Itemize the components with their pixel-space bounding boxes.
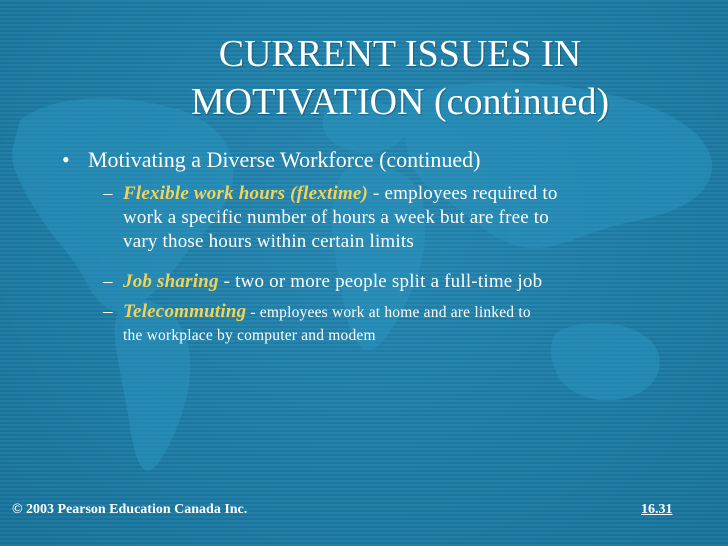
desc-flextime-line-2: work a specific number of hours a week but are free to (123, 207, 549, 228)
dash-marker: – (103, 183, 113, 204)
desc-flextime-line-1: - employees required to (368, 183, 558, 204)
sub-item-telecommuting (103, 300, 531, 347)
sub-item-job-sharing (103, 270, 542, 294)
main-bullet-text: Motivating a Diverse Workforce (continued) (88, 147, 481, 172)
term-job-sharing: Job sharing (123, 271, 219, 292)
slide-title-line-2: MOTIVATION (continued) (190, 81, 610, 123)
dash-marker: – (103, 301, 113, 322)
main-bullet (62, 146, 480, 174)
sub-item-flextime (103, 182, 558, 254)
term-flextime: Flexible work hours (flextime) (123, 183, 369, 204)
dash-marker: – (103, 271, 113, 292)
term-telecommuting: Telecommuting (123, 301, 247, 322)
slide-title (40, 30, 728, 126)
bullet-marker: • (62, 147, 70, 172)
slide-title-line-1: CURRENT ISSUES IN (218, 33, 582, 75)
desc-telecommuting-line-1: - employees work at home and are linked to (246, 304, 531, 321)
slide-number: 16.31 (641, 502, 673, 517)
copyright-footer: © 2003 Pearson Education Canada Inc. (12, 502, 248, 517)
desc-flextime-line-3: vary those hours within certain limits (123, 231, 414, 252)
desc-telecommuting-line-2: the workplace by computer and modem (123, 327, 376, 344)
desc-job-sharing: - two or more people split a full-time job (218, 271, 543, 292)
